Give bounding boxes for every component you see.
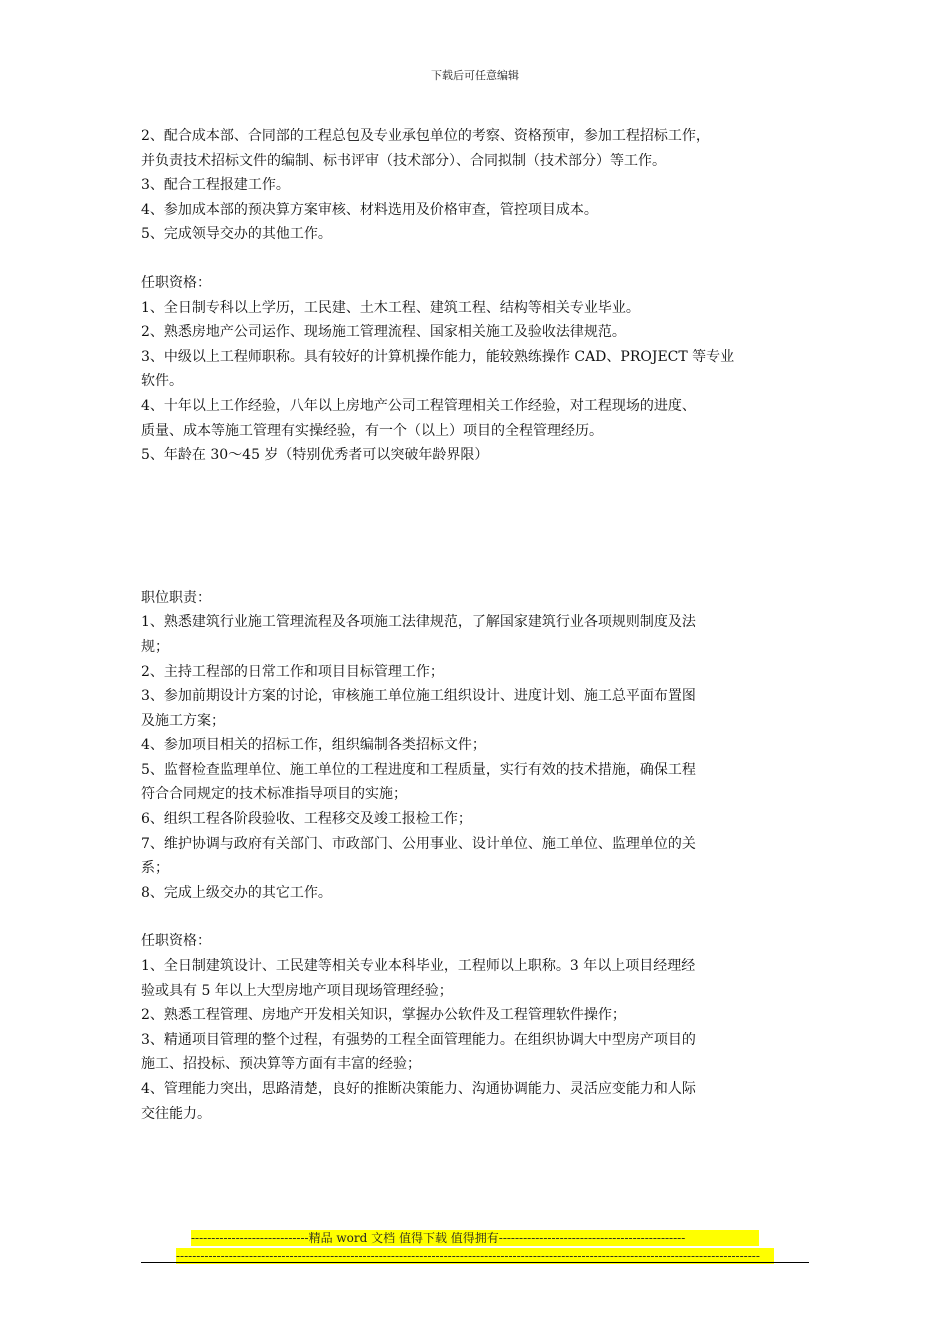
list-item [141, 394, 821, 443]
document-body [141, 124, 821, 1126]
list-item-line: 5、年龄在 30～45 岁（特别优秀者可以突破年龄界限） [141, 447, 489, 464]
section-title: 任职资格： [141, 274, 211, 291]
list-item-line: 施工、招投标、预决算等方面有丰富的经验； [141, 1056, 421, 1073]
list-item-line: 1、全日制建筑设计、工民建等相关专业本科毕业，工程师以上职称。3 年以上项目经理经 [141, 958, 696, 975]
list-item-line: 2、配合成本部、合同部的工程总包及专业承包单位的考察、资格预审，参加工程招标工作， [141, 128, 710, 144]
list-item-line: 7、维护协调与政府有关部门、市政部门、公用事业、设计单位、施工单位、监理单位的关 [141, 835, 696, 852]
list-item [141, 758, 821, 807]
list-item-line: 1、全日制专科以上学历，工民建、土木工程、建筑工程、结构等相关专业毕业。 [141, 299, 640, 316]
list-item-line: 4、十年以上工作经验，八年以上房地产公司工程管理相关工作经验，对工程现场的进度、 [141, 397, 696, 414]
list-item [141, 684, 821, 733]
list-item-line: 2、熟悉房地产公司运作、现场施工管理流程、国家相关施工及验收法律规范。 [141, 324, 626, 341]
list-item-line: 符合合同规定的技术标准指导项目的实施； [141, 786, 407, 803]
section-title: 任职资格： [141, 933, 211, 950]
section-duties [141, 586, 821, 906]
list-item [141, 296, 821, 321]
list-item [141, 1003, 821, 1028]
list-item-line: 1、熟悉建筑行业施工管理流程及各项施工法律规范，了解国家建筑行业各项规则制度及法 [141, 614, 696, 631]
list-item-line: 质量、成本等施工管理有实操经验，有一个（以上）项目的全程管理经历。 [141, 422, 603, 439]
list-item-line: 4、参加成本部的预决算方案审核、材料选用及价格审查，管控项目成本。 [141, 201, 598, 218]
list-item-line: 并负责技术招标文件的编制、标书评审（技术部分）、合同拟制（技术部分）等工作。 [141, 152, 666, 169]
list-item-line: 3、配合工程报建工作。 [141, 177, 290, 194]
list-item [141, 660, 821, 685]
list-item-line: 8、完成上级交办的其它工作。 [141, 884, 332, 901]
list-item [141, 832, 821, 881]
section-duties-continued [141, 124, 821, 247]
list-item-line: 3、精通项目管理的整个过程，有强势的工程全面管理能力。在组织协调大中型房产项目的 [141, 1031, 696, 1048]
section-qualifications-1 [141, 271, 821, 468]
footer-banner-line: -----------------------------精品 word 文档 值得下载 值得拥有---------------------------------------------- [191, 1230, 759, 1246]
list-item-line: 4、管理能力突出，思路清楚，良好的推断决策能力、沟通协调能力、灵活应变能力和人际 [141, 1081, 696, 1097]
list-item [141, 1028, 821, 1077]
list-item-line: 2、主持工程部的日常工作和项目目标管理工作； [141, 663, 444, 680]
list-item [141, 198, 821, 223]
list-item-line: 2、熟悉工程管理、房地产开发相关知识，掌握办公软件及工程管理软件操作； [141, 1007, 626, 1024]
list-item [141, 124, 821, 173]
list-item-line: 5、完成领导交办的其他工作。 [141, 226, 332, 243]
list-item [141, 610, 821, 659]
spacer [141, 247, 821, 271]
list-item [141, 733, 821, 758]
list-item [141, 345, 821, 394]
list-item-line: 及施工方案； [141, 712, 225, 729]
page-header: 下载后可任意编辑 [431, 69, 519, 82]
list-item [141, 173, 821, 198]
list-item-line: 系； [141, 860, 169, 877]
list-item-line: 验或具有 5 年以上大型房地产项目现场管理经验； [141, 982, 453, 999]
list-item-line: 3、参加前期设计方案的讨论，审核施工单位施工组织设计、进度计划、施工总平面布置图 [141, 688, 696, 705]
list-item-line: 5、监督检查监理单位、施工单位的工程进度和工程质量，实行有效的技术措施，确保工程 [141, 761, 696, 778]
page-footer [0, 1230, 950, 1264]
section-qualifications-2 [141, 929, 821, 1126]
list-item [141, 954, 821, 1003]
spacer [141, 905, 821, 929]
footer-banner-line: ------------------------------------------------------------------------------------------------------------------------------------------------ [176, 1248, 774, 1264]
list-item-line: 交往能力。 [141, 1105, 211, 1122]
list-item [141, 443, 821, 468]
section-title: 职位职责： [141, 589, 211, 606]
footer-divider [141, 1262, 809, 1263]
list-item [141, 1077, 821, 1126]
list-item-line: 规； [141, 638, 169, 655]
list-item-line: 3、中级以上工程师职称。具有较好的计算机操作能力，能较熟练操作 CAD、PROJECT 等专业 [141, 348, 735, 365]
list-item [141, 320, 821, 345]
spacer [141, 468, 821, 586]
list-item [141, 222, 821, 247]
list-item [141, 807, 821, 832]
list-item-line: 4、参加项目相关的招标工作，组织编制各类招标文件； [141, 737, 486, 754]
list-item-line: 软件。 [141, 373, 183, 390]
list-item-line: 6、组织工程各阶段验收、工程移交及竣工报检工作； [141, 811, 472, 828]
list-item [141, 881, 821, 906]
